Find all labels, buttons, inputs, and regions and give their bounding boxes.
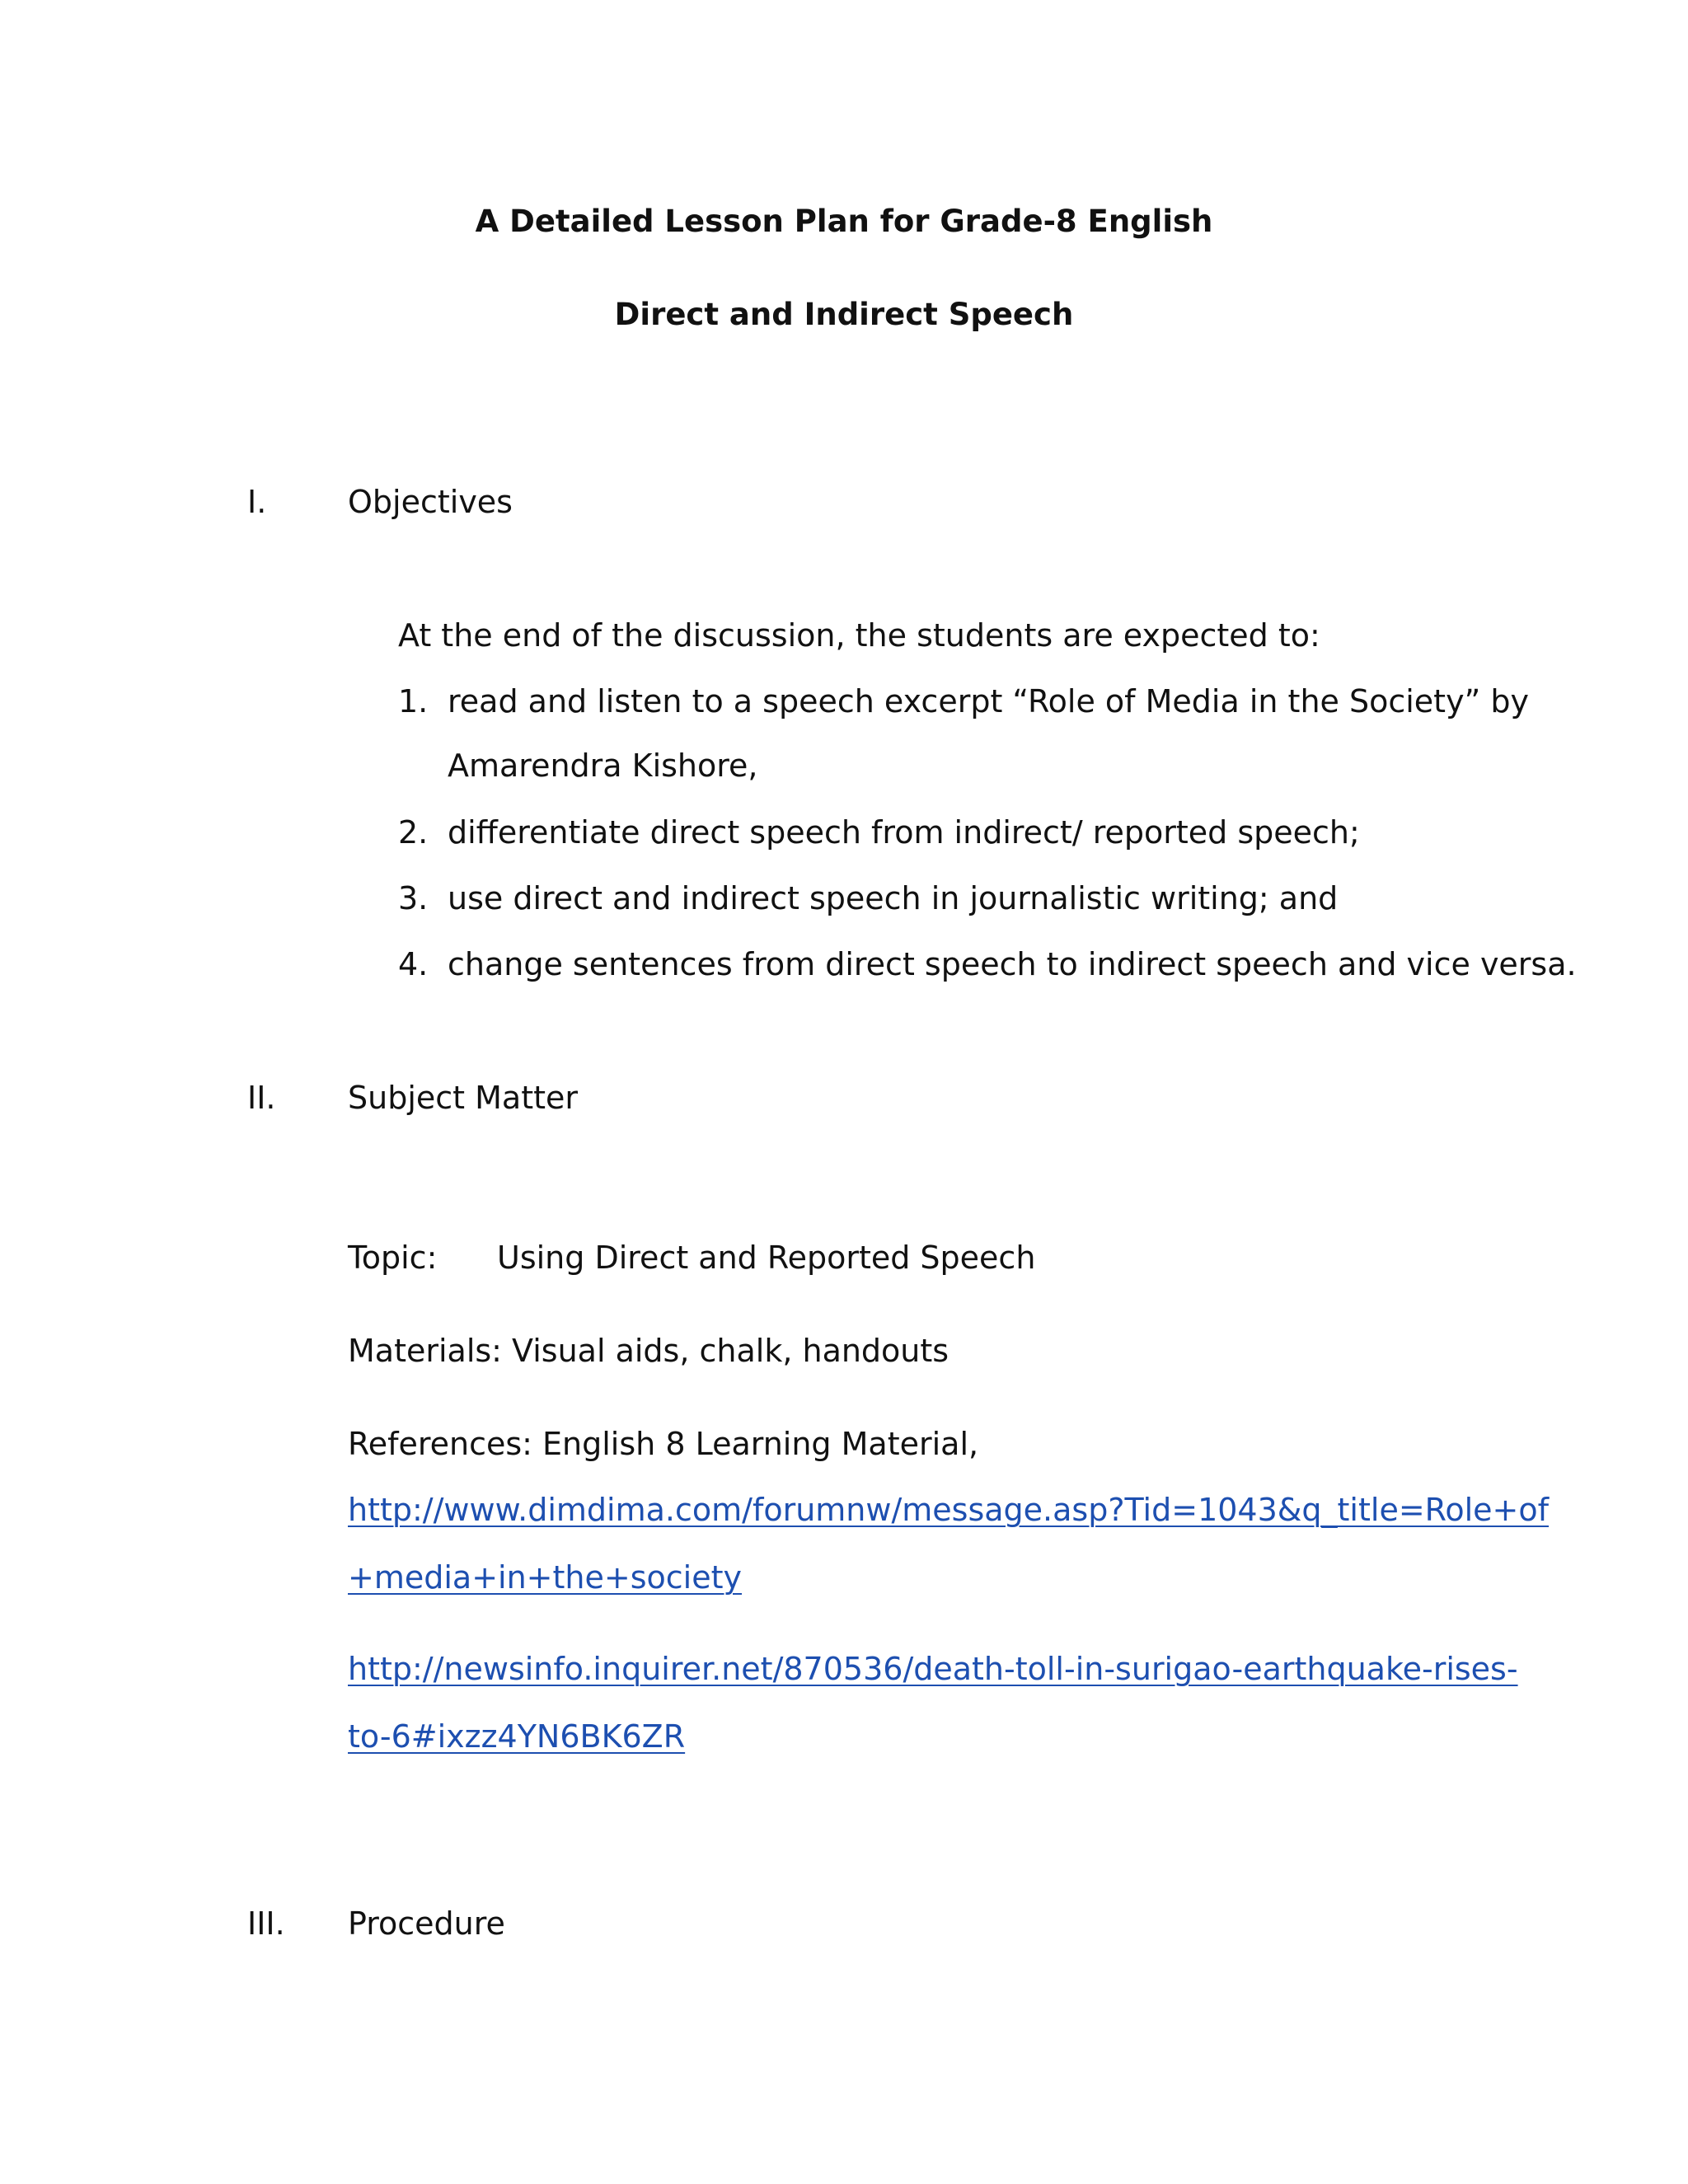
materials-line: Materials: Visual aids, chalk, handouts bbox=[348, 1333, 950, 1369]
objective-text-2: differentiate direct speech from indirect/ reported speech; bbox=[448, 814, 1360, 851]
section-heading-procedure: Procedure bbox=[348, 1905, 505, 1942]
section-numeral-procedure: III. bbox=[247, 1905, 285, 1942]
objective-text-1a: read and listen to a speech excerpt “Role of Media in the Society” by bbox=[448, 683, 1529, 719]
document-subtitle: Direct and Indirect Speech bbox=[614, 297, 1074, 332]
objectives-intro: At the end of the discussion, the students are expected to: bbox=[398, 617, 1320, 654]
reference-link-inquirer-line1: http://newsinfo.inquirer.net/870536/death-toll-in-surigao-earthquake-rises- bbox=[348, 1651, 1518, 1687]
topic-label: Topic: bbox=[348, 1240, 438, 1276]
objective-number-1: 1. bbox=[398, 683, 429, 719]
reference-link-dimdima-line1: http://www.dimdima.com/forumnw/message.asp?Tid=1043&q_title=Role+of bbox=[348, 1492, 1550, 1528]
reference-link-dimdima-continued[interactable] bbox=[348, 1559, 742, 1596]
objective-number-4: 4. bbox=[398, 946, 429, 982]
objective-text-1b: Amarendra Kishore, bbox=[448, 748, 758, 784]
document-title: A Detailed Lesson Plan for Grade-8 English bbox=[475, 204, 1213, 239]
reference-link-inquirer-line2: to-6#ixzz4YN6BK6ZR bbox=[348, 1718, 686, 1755]
references-label: References: English 8 Learning Material, bbox=[348, 1426, 979, 1462]
reference-link-inquirer[interactable] bbox=[348, 1653, 1518, 1685]
reference-link-dimdima-line2: +media+in+the+society bbox=[348, 1559, 742, 1596]
section-numeral-subject-matter: II. bbox=[247, 1080, 276, 1116]
objective-text-3: use direct and indirect speech in journalistic writing; and bbox=[448, 880, 1339, 916]
objective-number-3: 3. bbox=[398, 880, 429, 916]
section-heading-subject-matter: Subject Matter bbox=[348, 1080, 579, 1116]
objective-number-2: 2. bbox=[398, 814, 429, 851]
section-numeral-objectives: I. bbox=[247, 484, 267, 520]
objective-text-4: change sentences from direct speech to indirect speech and vice versa. bbox=[448, 946, 1577, 982]
reference-link-dimdima[interactable] bbox=[348, 1494, 1549, 1526]
section-heading-objectives: Objectives bbox=[348, 484, 513, 520]
reference-link-inquirer-continued[interactable] bbox=[348, 1718, 686, 1755]
topic-value: Using Direct and Reported Speech bbox=[497, 1240, 1036, 1276]
